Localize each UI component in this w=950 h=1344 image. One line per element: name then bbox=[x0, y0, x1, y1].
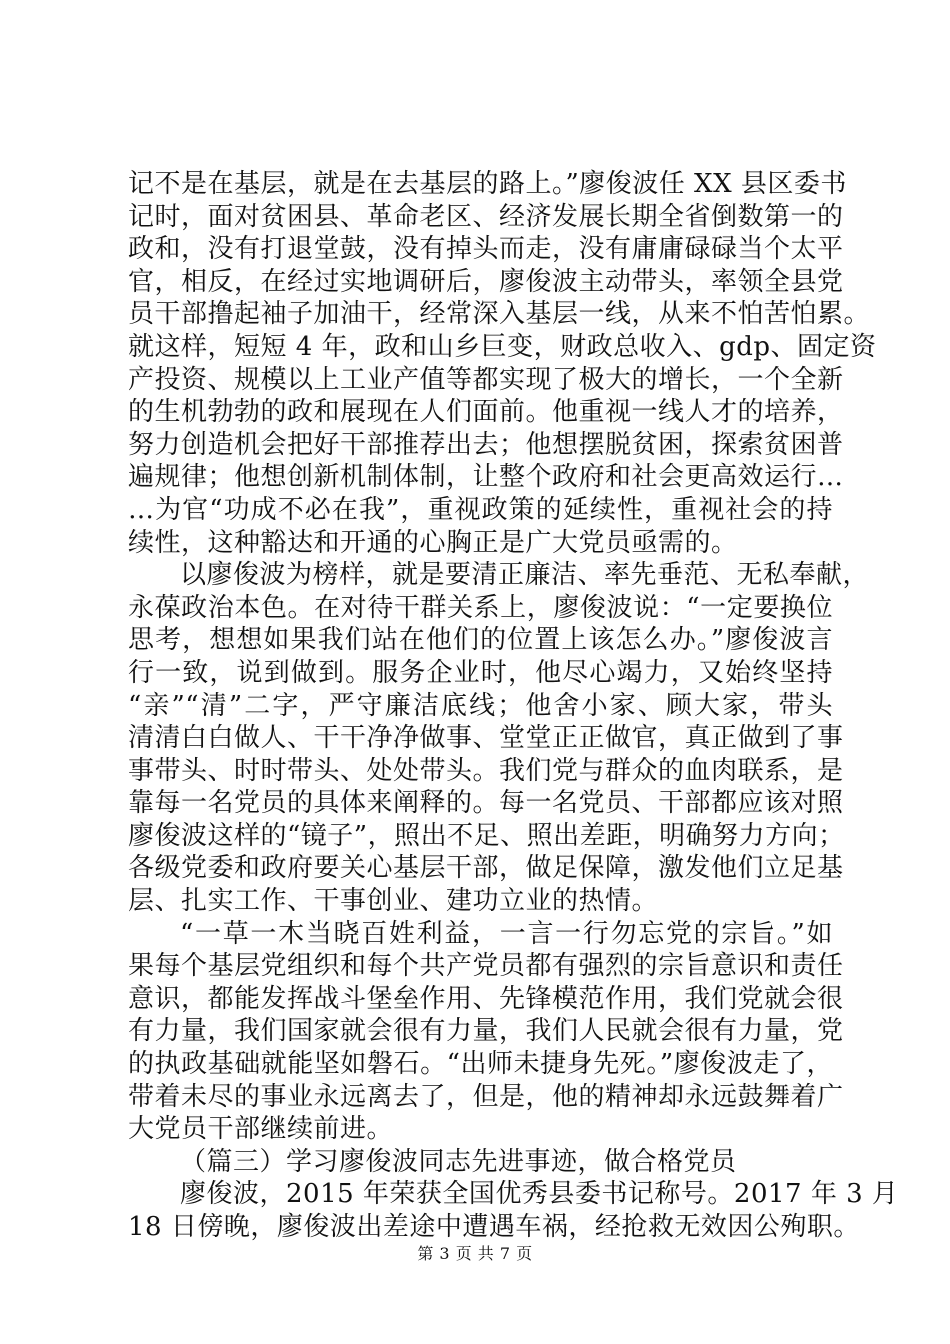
text-line: 廖俊波这样的“镜子”，照出不足、照出差距，明确努力方向； bbox=[128, 820, 845, 851]
text-line: 事带头、时时带头、处处带头。我们党与群众的血肉联系，是 bbox=[128, 755, 844, 786]
text-line: …为官“功成不必在我”，重视政策的延续性，重视社会的持 bbox=[128, 494, 833, 525]
text-line: 意识，都能发挥战斗堡垒作用、先锋模范作用，我们党就会很 bbox=[128, 983, 844, 1014]
text-line: 永葆政治本色。在对待干群关系上，廖俊波说：“一定要换位 bbox=[128, 592, 833, 623]
text-line: “亲”“清”二字，严守廉洁底线；他舍小家、顾大家，带头 bbox=[128, 690, 833, 721]
text-line: 大党员干部继续前进。 bbox=[128, 1114, 394, 1145]
text-line: 产投资、规模以上工业产值等都实现了极大的增长，一个全新 bbox=[128, 364, 844, 395]
text-line: 靠每一名党员的具体来阐释的。每一名党员、干部都应该对照 bbox=[128, 788, 844, 819]
text-line: 政和，没有打退堂鼓，没有掉头而走，没有庸庸碌碌当个太平 bbox=[128, 234, 844, 265]
document-body bbox=[128, 168, 899, 1244]
text-line: 行一致，说到做到。服务企业时，他尽心竭力，又始终坚持 bbox=[128, 657, 833, 688]
text-line: 层、扎实工作、干事创业、建功立业的热情。 bbox=[128, 886, 659, 917]
text-line: 官，相反，在经过实地调研后，廖俊波主动带头，率领全县党 bbox=[128, 266, 844, 297]
page-footer: 第 3 页 共 7 页 bbox=[417, 1244, 533, 1263]
text-line: 的生机勃勃的政和展现在人们面前。他重视一线人才的培养， bbox=[128, 397, 844, 428]
text-line: 带着未尽的事业永远离去了，但是，他的精神却永远鼓舞着广 bbox=[128, 1081, 844, 1112]
text-line: 各级党委和政府要关心基层干部，做足保障，激发他们立足基 bbox=[128, 853, 844, 884]
text-line: 廖俊波，2015 年荣获全国优秀县委书记称号。2017 年 3 月 bbox=[180, 1179, 899, 1210]
text-line: “一草一木当晓百姓利益，一言一行勿忘党的宗旨。”如 bbox=[180, 918, 833, 949]
text-line: （篇三）学习廖俊波同志先进事迹，做合格党员 bbox=[180, 1146, 737, 1177]
text-line: 清清白白做人、干干净净做事、堂堂正正做官，真正做到了事 bbox=[128, 723, 844, 754]
text-line: 遍规律；他想创新机制体制，让整个政府和社会更高效运行… bbox=[128, 462, 844, 493]
text-line: 记时，面对贫困县、革命老区、经济发展长期全省倒数第一的 bbox=[128, 201, 844, 232]
text-line: 就这样，短短 4 年，政和山乡巨变，财政总收入、gdp、固定资 bbox=[128, 331, 877, 362]
text-line: 思考，想想如果我们站在他们的位置上该怎么办。”廖俊波言 bbox=[128, 625, 833, 656]
text-line: 18 日傍晚，廖俊波出差途中遭遇车祸，经抢救无效因公殉职。 bbox=[128, 1212, 860, 1242]
text-line: 以廖俊波为榜样，就是要清正廉洁、率先垂范、无私奉献， bbox=[180, 560, 870, 591]
text-line: 努力创造机会把好干部推荐出去；他想摆脱贫困，探索贫困普 bbox=[128, 429, 844, 460]
text-line: 记不是在基层，就是在去基层的路上。”廖俊波任 XX 县区委书 bbox=[128, 169, 847, 199]
text-line: 续性，这种豁达和开通的心胸正是广大党员亟需的。 bbox=[128, 527, 738, 558]
text-line: 果每个基层党组织和每个共产党员都有强烈的宗旨意识和责任 bbox=[128, 951, 844, 982]
text-line: 员干部撸起袖子加油干，经常深入基层一线，从来不怕苦怕累。 bbox=[128, 299, 871, 330]
text-line: 有力量，我们国家就会很有力量，我们人民就会很有力量，党 bbox=[128, 1016, 844, 1047]
text-line: 的执政基础就能坚如磐石。“出师未捷身先死。”廖俊波走了， bbox=[128, 1049, 833, 1080]
